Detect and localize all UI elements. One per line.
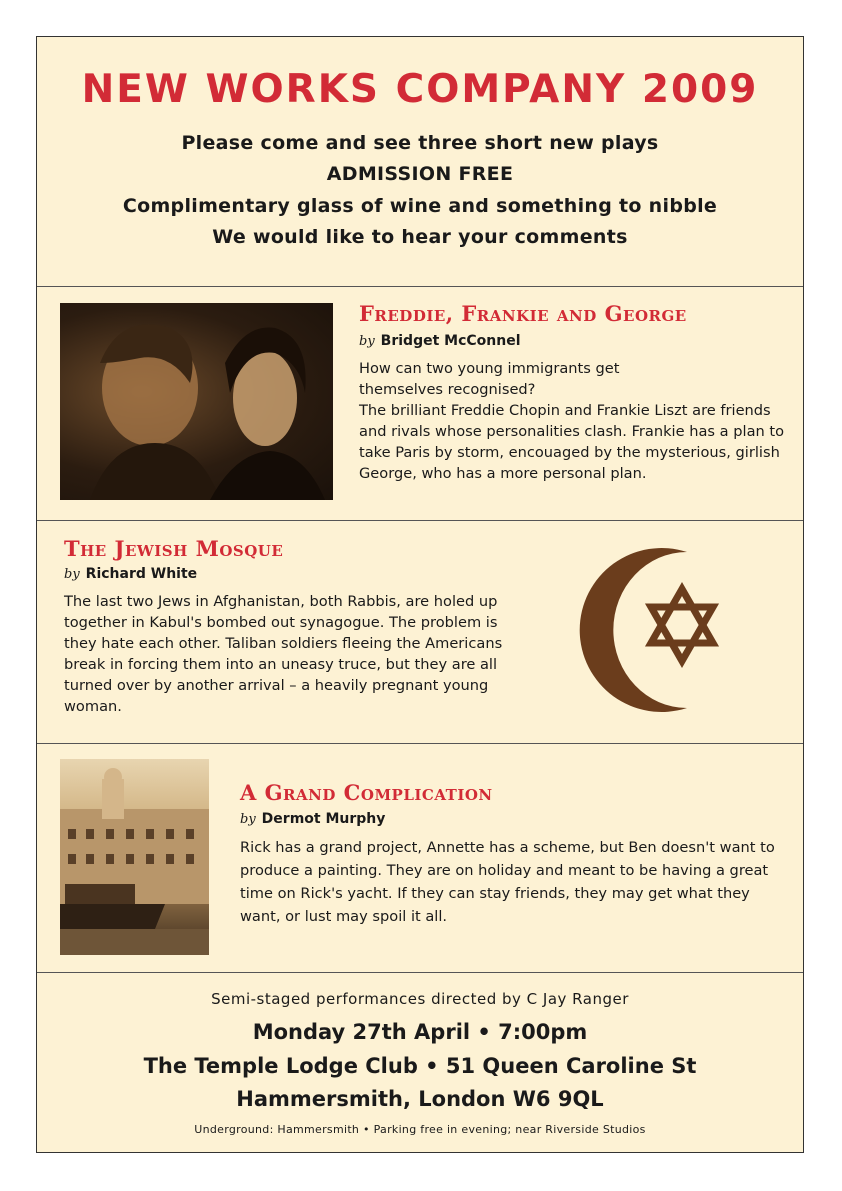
performance-date: Monday 27th April • 7:00pm <box>252 1020 588 1044</box>
author-name: Bridget McConnel <box>380 333 521 349</box>
by-label: by <box>64 567 80 582</box>
header <box>37 37 803 286</box>
description-paragraph: How can two young immigrants get themselves recognised? <box>359 360 620 398</box>
portrait-image <box>60 303 333 500</box>
comments-line: We would like to hear your comments <box>212 226 628 248</box>
intro-line: Please come and see three short new plays <box>181 132 659 154</box>
portraits-illustration <box>60 303 333 500</box>
crescent-and-star-of-david-icon <box>552 545 742 715</box>
byline <box>64 566 197 582</box>
venue: The Temple Lodge Club • 51 Queen Caroline St <box>143 1054 697 1078</box>
byline <box>359 333 521 349</box>
footer <box>37 972 803 1153</box>
admission-line: ADMISSION FREE <box>326 163 514 185</box>
play-title: Freddie, Frankie and George <box>359 301 687 326</box>
description-paragraph: The brilliant Freddie Chopin and Frankie Liszt are friends and rivals whose personalities clash. Frankie has a plan to take Paris by storm, encouaged by the mysterious, girlish George, who has a more personal plan. <box>359 402 785 482</box>
play-description <box>359 358 789 484</box>
play-grand-complication <box>37 743 803 972</box>
author-name: Dermot Murphy <box>261 811 386 827</box>
author-name: Richard White <box>85 566 198 582</box>
play-title: The Jewish Mosque <box>64 536 284 561</box>
byline <box>240 811 385 827</box>
harbour-image <box>60 759 209 955</box>
play-description <box>64 591 504 717</box>
wine-line: Complimentary glass of wine and something to nibble <box>122 195 718 217</box>
by-label: by <box>240 812 256 827</box>
play-freddie <box>37 286 803 520</box>
play-title: A Grand Complication <box>240 780 493 805</box>
play-description <box>240 836 785 928</box>
address: Hammersmith, London W6 9QL <box>236 1087 604 1111</box>
poster <box>36 36 804 1153</box>
directed-by: Semi-staged performances directed by C Jay Ranger <box>211 990 629 1008</box>
description-paragraph: The last two Jews in Afghanistan, both Rabbis, are holed up together in Kabul's bombed out synagogue. The problem is they hate each other. Taliban soldiers fleeing the Americans break in forcing them into an uneasy truce, but they are all turned over by another arrival – a heavily pregnant young woman. <box>64 593 503 715</box>
poster-title: NEW WORKS COMPANY 2009 <box>81 67 759 112</box>
play-jewish-mosque <box>37 520 803 743</box>
travel-note: Underground: Hammersmith • Parking free in evening; near Riverside Studios <box>194 1123 646 1136</box>
description-paragraph: Rick has a grand project, Annette has a scheme, but Ben doesn't want to produce a painting. They are on holiday and meant to be having a great time on Rick's yacht. If they can stay friends, they may get what they want, or lust may spoil it all. <box>240 839 775 925</box>
harbour-illustration <box>60 759 209 955</box>
by-label: by <box>359 334 375 349</box>
